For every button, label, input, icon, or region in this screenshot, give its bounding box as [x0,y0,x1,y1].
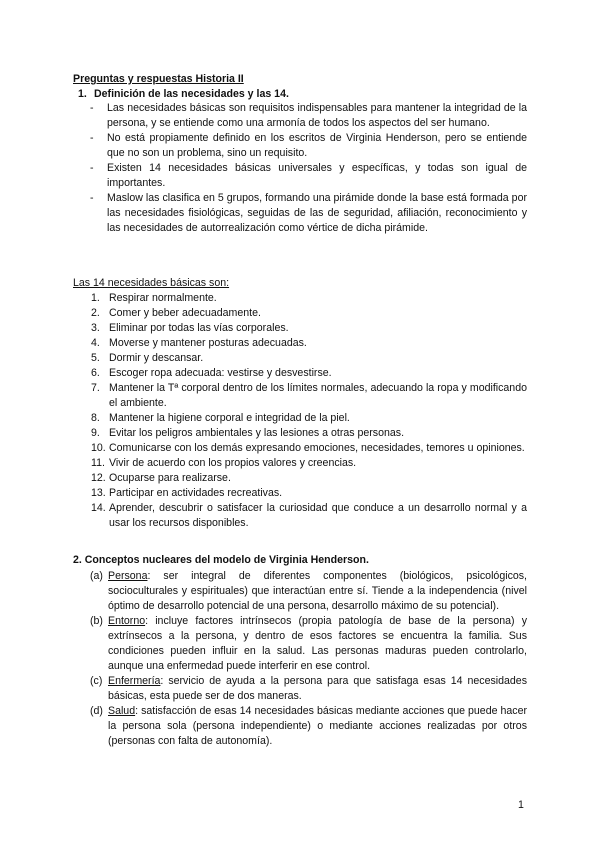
bullet-item: - No está propiamente definido en los escritos de Virginia Henderson, pero se entiende que no son un problema, sino un requisito. [90,132,527,159]
need-number: 13. [91,487,106,499]
concept-text: : satisfacción de esas 14 necesidades básicas mediante acciones que puede hacer la persona sola (persona independiente) o mediante acciones realizadas por otros (personas con falta de autonomía). [108,705,527,747]
need-number: 14. [91,502,106,514]
need-number: 8. [91,412,100,424]
concept-body [108,569,527,614]
document-title: Preguntas y respuestas Historia II [73,73,244,85]
need-item [91,411,527,426]
need-item [91,291,527,306]
need-item [91,471,527,486]
concept-text: : servicio de ayuda a la persona para que satisfaga esas 14 necesidades básicas, esta puede ser de dos maneras. [108,675,527,702]
need-text: Mantener la higiene corporal e integridad de la piel. [109,412,350,424]
need-text: Eliminar por todas las vías corporales. [109,322,289,334]
need-text: Participar en actividades recreativas. [109,487,283,499]
need-number: 12. [91,472,106,484]
concept-item [90,569,527,614]
need-text: Escoger ropa adecuada: vestirse y desvestirse. [109,367,332,379]
need-item [91,441,527,456]
need-number: 5. [91,352,100,364]
concept-text: : ser integral de diferentes componentes (biológicos, psicológicos, socioculturales y espirituales) que interactúan entre sí. Tiende a la independencia (nivel óptimo de desarrollo potencial de una persona, desarrollo máximo de su potencial). [108,570,527,612]
need-text: Aprender, descubrir o satisfacer la curiosidad que conduce a un desarrollo normal y a usar los recursos disponibles. [109,502,527,529]
need-item [91,321,527,336]
concept-term: Persona [108,570,148,582]
concept-marker: (b) [90,615,103,627]
need-text: Mantener la Tª corporal dentro de los límites normales, adecuando la ropa y modificando el ambiente. [109,382,527,409]
section2-heading: 2. Conceptos nucleares del modelo de Virginia Henderson. [73,554,369,566]
concept-body [108,614,527,674]
concept-marker: (c) [90,675,103,687]
need-item [91,501,527,531]
need-number: 6. [91,367,100,379]
concept-term: Entorno [108,615,146,627]
concepts-list [90,569,527,749]
section1-bullets [90,101,527,236]
need-item [91,306,527,321]
need-item [91,336,527,351]
need-text: Dormir y descansar. [109,352,204,364]
need-number: 2. [91,307,100,319]
need-item [91,381,527,411]
needs-list [91,291,527,531]
need-text: Moverse y mantener posturas adecuadas. [109,337,307,349]
need-text: Evitar los peligros ambientales y las lesiones a otras personas. [109,427,405,439]
concept-item [90,614,527,674]
concept-term: Salud [108,705,136,717]
concept-item [90,704,527,749]
section1-title: Definición de las necesidades y las 14. [94,88,289,100]
concept-term: Enfermería [108,675,161,687]
need-text: Respirar normalmente. [109,292,217,304]
need-number: 4. [91,337,100,349]
need-number: 1. [91,292,100,304]
concept-body [108,704,527,749]
section1-heading [78,87,528,102]
need-item [91,351,527,366]
needs-list-heading: Las 14 necesidades básicas son: [73,277,230,289]
concept-marker: (a) [90,570,103,582]
need-number: 11. [91,457,105,469]
concept-body [108,674,527,704]
need-number: 10. [91,442,106,454]
need-item [91,486,527,501]
bullet-item: - Maslow las clasifica en 5 grupos, formando una pirámide donde la base está formada por las necesidades fisiológicas, seguidas de las de seguridad, afiliación, reconocimiento y las necesidades de autorrealización como vértice de dicha pirámide. [90,192,527,234]
need-item [91,366,527,381]
bullet-item: - Existen 14 necesidades básicas universales y específicas, y todas son igual de importantes. [90,162,527,189]
bullet-item: - Las necesidades básicas son requisitos indispensables para mantener la integridad de la persona, y se entiende como una armonía de todos los aspectos del ser humano. [90,102,527,129]
page-number: 1 [518,799,524,811]
section1-number: 1. [78,88,87,100]
need-item [91,426,527,441]
need-text: Comer y beber adecuadamente. [109,307,261,319]
need-number: 9. [91,427,100,439]
need-text: Comunicarse con los demás expresando emociones, necesidades, temores u opiniones. [109,442,525,454]
concept-marker: (d) [90,705,103,717]
need-text: Ocuparse para realizarse. [109,472,231,484]
concept-text: : incluye factores intrínsecos (propia patología de base de la persona) y extrínsecos a la persona, y dentro de esos factores se encuentra la familia. Sus condiciones pueden influir en la salud. Las personas maduras pueden controlarlo, aunque una enfermedad puede interferir en ese control. [108,615,527,672]
need-number: 7. [91,382,100,394]
need-number: 3. [91,322,100,334]
concept-item [90,674,527,704]
need-text: Vivir de acuerdo con los propios valores y creencias. [109,457,357,469]
need-item [91,456,527,471]
